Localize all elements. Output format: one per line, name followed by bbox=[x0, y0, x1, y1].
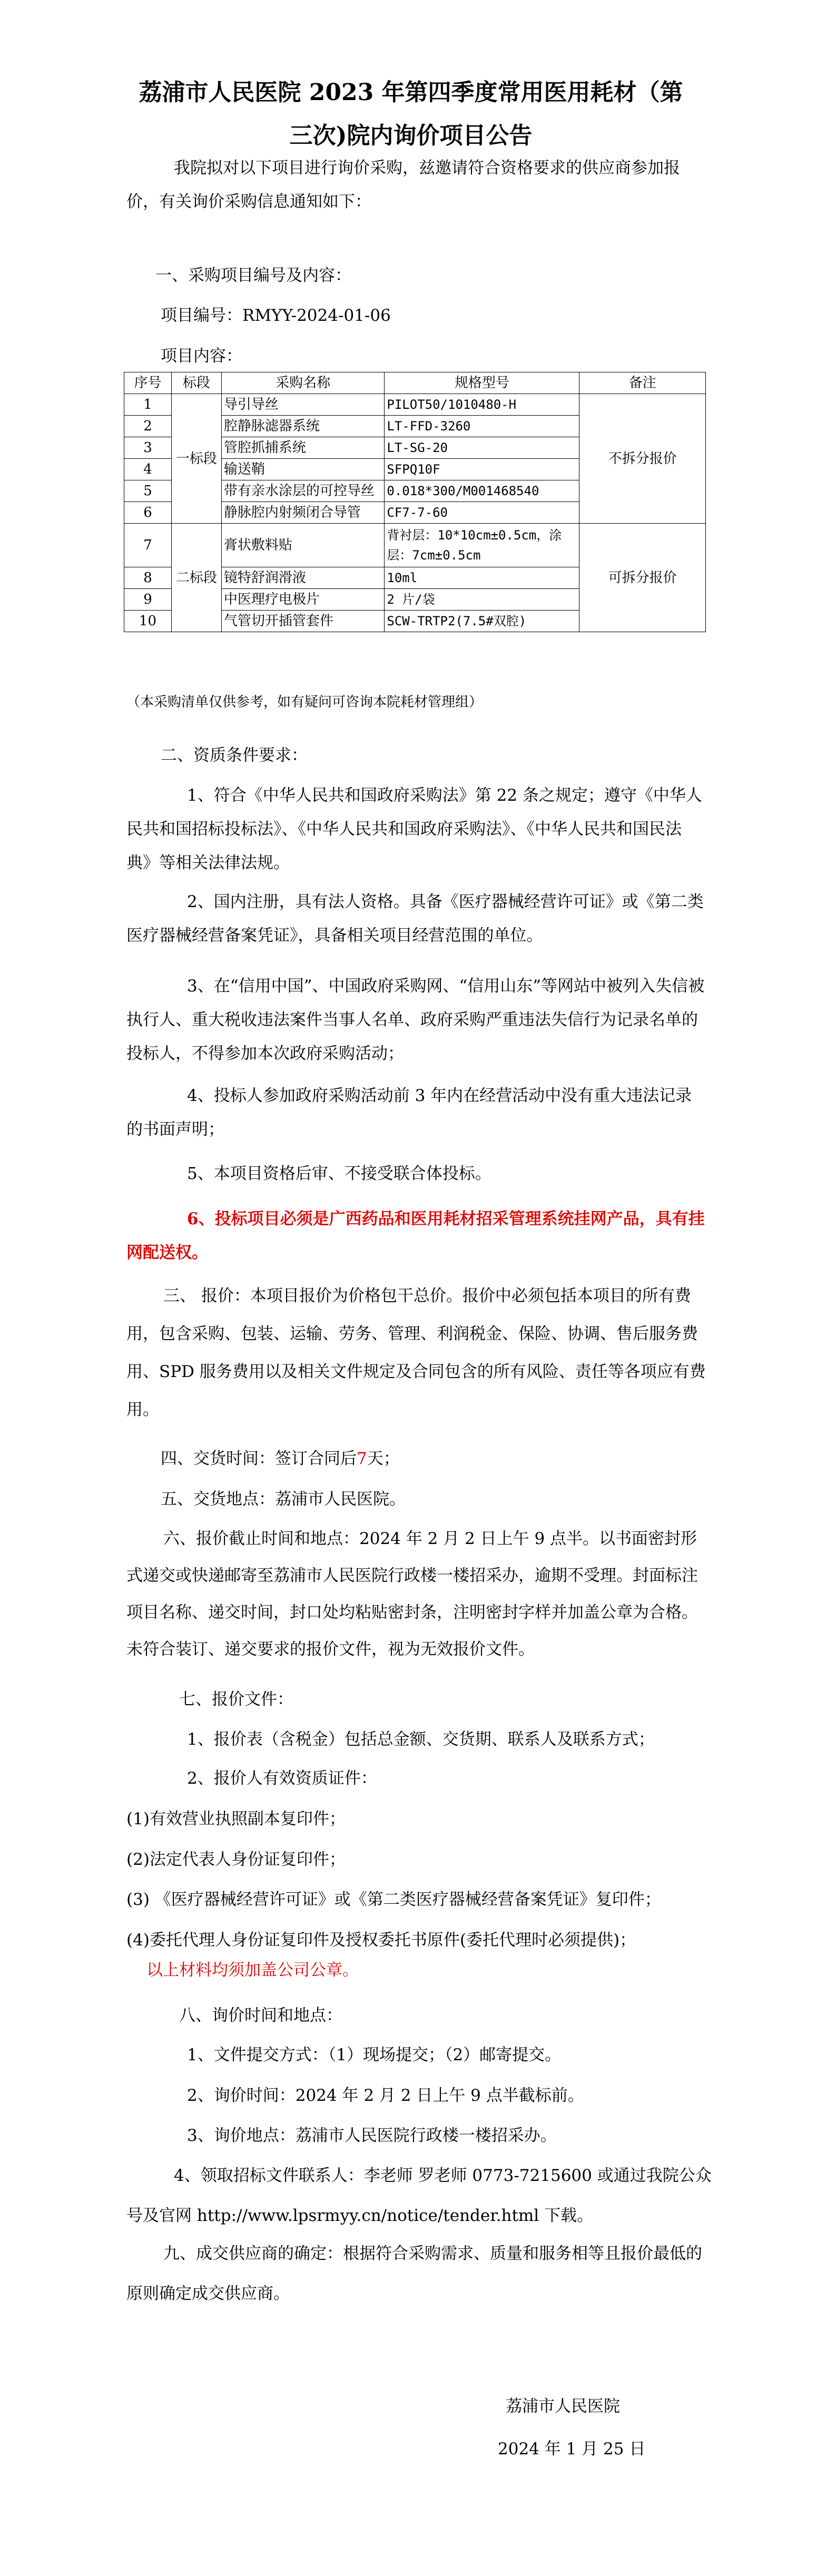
row-spec: LT-SG-20 bbox=[385, 437, 579, 459]
row-no: 7 bbox=[124, 524, 172, 567]
procurement-table bbox=[124, 372, 706, 632]
document-item-2: 2、报价人有效资质证件： bbox=[187, 1769, 377, 1788]
row-no: 9 bbox=[124, 589, 172, 611]
row-no: 2 bbox=[124, 416, 172, 437]
section-7-heading: 七、报价文件： bbox=[179, 1690, 293, 1709]
row-name: 气管切开插管套件 bbox=[221, 611, 385, 632]
row-spec: SCW-TRTP2(7.5#双腔) bbox=[385, 611, 579, 632]
row-spec: 背衬层：10*10cm±0.5cm，涂层：7cm±0.5cm bbox=[385, 524, 579, 567]
row-name: 静脉腔内射频闭合导管 bbox=[221, 502, 385, 524]
row-spec: SFPQ10F bbox=[385, 459, 579, 480]
delivery-time-prefix: 四、交货时间：签订合同后 bbox=[161, 1449, 357, 1468]
row-name: 腔静脉滤器系统 bbox=[221, 416, 385, 437]
requirement-6: 6、投标项目必须是广西药品和医用耗材招采管理系统挂网产品，具有挂网配送权。 bbox=[126, 1210, 705, 1262]
inquiry-item-4-line-2: 号及官网 http://www.lpsrmyy.cn/notice/tender.html 下载。 bbox=[126, 2206, 594, 2225]
row-name: 镜特舒润滑液 bbox=[221, 567, 385, 589]
row-name: 膏状敷料贴 bbox=[221, 524, 385, 567]
table-note: （本采购清单仅供参考，如有疑问可咨询本院耗材管理组） bbox=[126, 694, 483, 710]
header-no: 序号 bbox=[124, 372, 172, 394]
project-number: 项目编号：RMYY-2024-01-06 bbox=[161, 306, 391, 325]
row-no: 6 bbox=[124, 502, 172, 524]
row-name: 管腔抓捕系统 bbox=[221, 437, 385, 459]
lot-cell: 二标段 bbox=[171, 524, 221, 632]
delivery-time-suffix: 天； bbox=[367, 1449, 400, 1468]
credential-1: (1)有效营业执照副本复印件； bbox=[126, 1810, 346, 1828]
row-spec: CF7-7-60 bbox=[385, 502, 579, 524]
stamp-requirement: 以上材料均须加盖公司公章。 bbox=[146, 1961, 359, 1980]
lot-cell: 一标段 bbox=[171, 394, 221, 524]
requirement-3: 3、在“信用中国”、中国政府采购网、“信用山东”等网站中被列入失信被执行人、重大税收违法案件当事人名单、政府采购严重违法失信行为记录名单的投标人，不得参加本次政府采购活动； bbox=[126, 977, 705, 1063]
title-line-2: 三次)院内询价项目公告 bbox=[289, 122, 533, 149]
row-spec: 0.018*300/M001468540 bbox=[385, 480, 579, 502]
signature: 荔浦市人民医院 bbox=[506, 2397, 620, 2416]
row-name: 导引导丝 bbox=[221, 394, 385, 416]
section-5-delivery-place: 五、交货地点：荔浦市人民医院。 bbox=[161, 1490, 406, 1509]
project-content-label: 项目内容： bbox=[161, 347, 242, 366]
section-1-heading: 一、采购项目编号及内容： bbox=[155, 266, 351, 285]
requirement-5: 5、本项目资格后审、不接受联合体投标。 bbox=[187, 1164, 491, 1183]
section-9-selection: 九、成交供应商的确定：根据符合采购需求、质量和服务相等且报价最低的原则确定成交供应商。 bbox=[126, 2244, 702, 2303]
section-8-heading: 八、询价时间和地点： bbox=[179, 2006, 342, 2025]
section-2-heading: 二、资质条件要求： bbox=[161, 746, 308, 765]
row-spec: 2 片/袋 bbox=[385, 589, 579, 611]
row-no: 4 bbox=[124, 459, 172, 480]
table-header-row bbox=[124, 372, 706, 394]
row-name: 中医理疗电极片 bbox=[221, 589, 385, 611]
row-no: 1 bbox=[124, 394, 172, 416]
header-name: 采购名称 bbox=[221, 372, 385, 394]
section-6-deadline: 六、报价截止时间和地点：2024 年 2 月 2 日上午 9 点半。以书面密封形式递交或快递邮寄至荔浦市人民医院行政楼一楼招采办，逾期不受理。封面标注项目名称、递交时间，封口处均粘贴密封条，注明密封字样并加盖公章为合格。未符合装订、递交要求的报价文件，视为无效报价文件。 bbox=[126, 1529, 698, 1659]
inquiry-item-3: 3、询价地点：荔浦市人民医院行政楼一楼招采办。 bbox=[187, 2126, 557, 2145]
title-line-1: 荔浦市人民医院 2023 年第四季度常用医用耗材（第 bbox=[139, 79, 683, 106]
inquiry-item-4-line-1: 4、领取招标文件联系人：李老师 罗老师 0773-7215600 或通过我院公众 bbox=[174, 2166, 712, 2185]
credential-3: (3) 《医疗器械经营许可证》或《第二类医疗器械经营备案凭证》复印件； bbox=[126, 1890, 661, 1909]
header-remark: 备注 bbox=[579, 372, 706, 394]
delivery-days: 7 bbox=[357, 1449, 367, 1468]
row-no: 3 bbox=[124, 437, 172, 459]
requirement-1: 1、符合《中华人民共和国政府采购法》第 22 条之规定；遵守《中华人民共和国招标投标法》、《中华人民共和国政府采购法》、《中华人民共和国民法典》等相关法律法规。 bbox=[126, 786, 702, 872]
section-4-delivery-time bbox=[161, 1445, 400, 1469]
header-spec: 规格型号 bbox=[385, 372, 579, 394]
row-spec: LT-FFD-3260 bbox=[385, 416, 579, 437]
requirement-4: 4、投标人参加政府采购活动前 3 年内在经营活动中没有重大违法记录的书面声明； bbox=[126, 1086, 692, 1139]
row-name: 带有亲水涂层的可控导丝 bbox=[221, 480, 385, 502]
header-lot: 标段 bbox=[171, 372, 221, 394]
section-3-pricing: 三、 报价：本项目报价为价格包干总价。报价中必须包括本项目的所有费用，包含采购、包装、运输、劳务、管理、利润税金、保险、协调、售后服务费用、SPD 服务费用以及相关文件规定及合同包含的所有风险、责任等各项应有费用。 bbox=[126, 1286, 706, 1419]
remark-cell: 不拆分报价 bbox=[579, 394, 706, 524]
row-spec: 10ml bbox=[385, 567, 579, 589]
row-name: 输送鞘 bbox=[221, 459, 385, 480]
row-no: 10 bbox=[124, 611, 172, 632]
inquiry-item-2: 2、询价时间：2024 年 2 月 2 日上午 9 点半截标前。 bbox=[187, 2086, 584, 2105]
table-row bbox=[124, 394, 706, 416]
page-title bbox=[111, 71, 711, 158]
row-spec: PILOT50/1010480-H bbox=[385, 394, 579, 416]
requirement-2: 2、国内注册，具有法人资格。具备《医疗器械经营许可证》或《第二类医疗器械经营备案凭证》，具备相关项目经营范围的单位。 bbox=[126, 892, 704, 945]
intro-line-2: 价，有关询价采购信息通知如下： bbox=[126, 192, 371, 211]
inquiry-item-1: 1、文件提交方式：（1）现场提交；（2）邮寄提交。 bbox=[187, 2046, 562, 2064]
credential-2: (2)法定代表人身份证复印件； bbox=[126, 1850, 346, 1869]
row-no: 8 bbox=[124, 567, 172, 589]
credential-4: (4)委托代理人身份证复印件及授权委托书原件(委托代理时必须提供)； bbox=[126, 1931, 636, 1950]
document-item-1: 1、报价表（含税金）包括总金额、交货期、联系人及联系方式； bbox=[187, 1730, 655, 1749]
row-no: 5 bbox=[124, 480, 172, 502]
issue-date: 2024 年 1 月 25 日 bbox=[498, 2440, 646, 2459]
table-row bbox=[124, 524, 706, 567]
remark-cell: 可拆分报价 bbox=[579, 524, 706, 632]
intro-line-1: 我院拟对以下项目进行询价采购，兹邀请符合资格要求的供应商参加报 bbox=[174, 159, 680, 178]
